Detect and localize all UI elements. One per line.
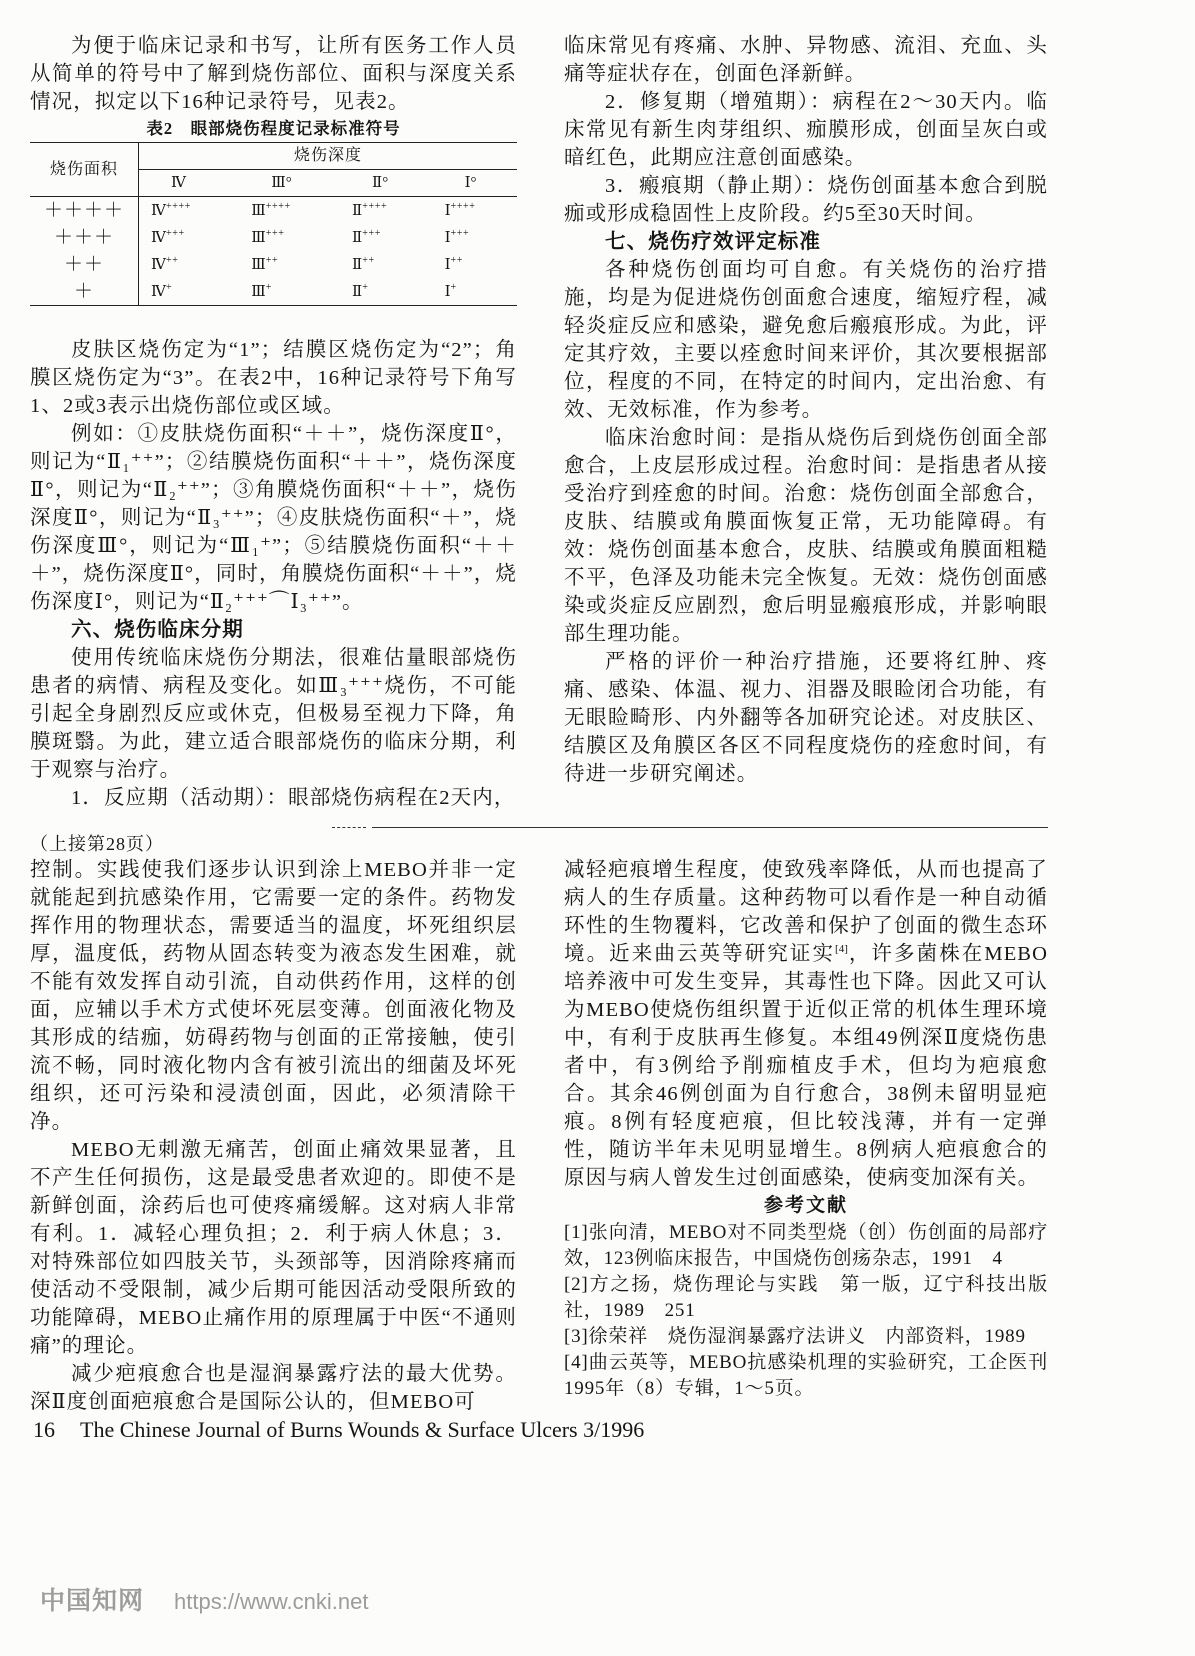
symbol-area: +++ <box>362 227 381 239</box>
record-symbol-cell <box>433 251 517 278</box>
symbol-area: ++ <box>450 254 464 266</box>
cnki-watermark <box>40 1585 368 1621</box>
record-symbol-cell <box>139 224 240 251</box>
table-row <box>30 197 517 225</box>
table-caption: 表2 眼部烧伤程度记录标准符号 <box>146 119 401 138</box>
record-symbol-cell <box>340 197 433 225</box>
symbol-depth: Ⅲ <box>251 229 266 246</box>
symbol-area: ++++ <box>450 200 476 212</box>
efficacy-paragraph: 各种烧伤创面均可自愈。有关烧伤的治疗措施，均是为促进烧伤创面愈合速度，缩短疗程，减轻炎症反应和感染，避免愈后瘢痕形成。为此，评定其疗效，主要以痊愈时间来评价，其次要根据部位，程度的不同，在特定的时间内，定出治愈、有效、无效标准，作为参考。 <box>564 259 1048 421</box>
record-symbol-cell <box>340 251 433 278</box>
table-row <box>30 224 517 251</box>
section-heading-7: 七、烧伤疗效评定标准 <box>605 231 821 253</box>
burn-record-symbol-table <box>30 142 517 306</box>
symbol-area: + <box>362 281 369 293</box>
record-symbol-cell <box>340 278 433 306</box>
record-symbol-cell <box>433 278 517 306</box>
burn-area-cell: ＋＋＋ <box>30 224 139 251</box>
symbol-area: ++++ <box>362 200 388 212</box>
depth-column-header: Ⅲ° <box>239 170 340 197</box>
record-symbol-cell <box>139 278 240 306</box>
burn-area-cell: ＋＋＋＋ <box>30 197 139 225</box>
symbol-depth: Ⅰ <box>444 256 451 273</box>
record-symbol-cell <box>239 224 340 251</box>
page-number: 16 <box>33 1417 55 1442</box>
continued-paragraph: 控制。实践使我们逐步认识到涂上MEBO并非一定就能起到抗感染作用，它需要一定的条件。药物发挥作用的物理状态，需要适当的温度，坏死组织层厚，温度低，药物从固态转变为液态发生困难，就不能有效发挥自动引流，自动供药作用，这样的创面，应辅以手术方式使坏死层变薄。创面液化物及其形成的结痂，妨碍药物与创面的正常接触，使引流不畅，同时液化物内含有被引流出的细菌及坏死组织，还可污染和浸渍创面，因此，必须清除干净。 <box>30 859 517 1133</box>
depth-column-header: Ⅰ° <box>433 170 517 197</box>
record-symbol-cell <box>239 251 340 278</box>
symbol-depth: Ⅲ <box>251 283 266 300</box>
references-heading: 参考文献 <box>763 1195 848 1216</box>
symbol-depth: Ⅳ <box>151 283 166 300</box>
zones-paragraph: 皮肤区烧伤定为“1”；结膜区烧伤定为“2”；角膜区烧伤定为“3”。在表2中，16种记录符号下角写1、2或3表示出烧伤部位或区域。 <box>30 339 517 417</box>
table-body <box>30 197 517 306</box>
depth-column-header: Ⅳ <box>139 170 240 197</box>
symbol-depth: Ⅱ <box>352 229 363 246</box>
record-symbol-cell <box>340 224 433 251</box>
symbol-depth: Ⅰ <box>444 283 451 300</box>
symbol-depth: Ⅲ <box>251 202 266 219</box>
symbol-depth: Ⅰ <box>444 202 451 219</box>
record-symbol-cell <box>139 197 240 225</box>
stage-2-paragraph: 2．修复期（增殖期）：病程在2～30天内。临床常见有新生肉芽组织、痂膜形成，创面呈灰白或暗红色，此期应注意创面感染。 <box>564 91 1048 169</box>
record-symbol-cell <box>139 251 240 278</box>
record-symbol-cell <box>433 224 517 251</box>
reference-item: [4]曲云英等，MEBO抗感染机理的实验研究，工企医刊1995年（8）专辑，1～5页。 <box>564 1352 1048 1399</box>
table-row <box>30 278 517 306</box>
record-symbol-cell <box>239 278 340 306</box>
examples-paragraph: 例如：①皮肤烧伤面积“＋＋”，烧伤深度Ⅱ°，则记为“Ⅱ₁⁺⁺”；②结膜烧伤面积“＋＋”，烧伤深度Ⅱ°，则记为“Ⅱ₂⁺⁺”；③角膜烧伤面积“＋＋”，烧伤深度Ⅱ°，则记为“Ⅱ₃⁺⁺”；④皮肤烧伤面积“＋”，烧伤深度Ⅲ°，则记为“Ⅲ₁⁺”；⑤结膜烧伤面积“＋＋＋”，烧伤深度Ⅱ°，同时，角膜烧伤面积“＋＋”，烧伤深度Ⅰ°，则记为“Ⅱ₂⁺⁺⁺⌒Ⅰ₃⁺⁺”。 <box>30 423 517 613</box>
intro-paragraph: 为便于临床记录和书写，让所有医务工作人员从简单的符号中了解到烧伤部位、面积与深度关系情况，拟定以下16种记录符号，见表2。 <box>30 35 517 113</box>
paragraph-text: 减轻疤痕增生程度，使致残率降低，从而也提高了病人的生存质量。这种药物可以看作是一种自动循环性的生物覆料，它改善和保护了创面的微生态环境。近来曲云英等研究证实 <box>564 859 1048 965</box>
reference-item: [3]徐荣祥 烧伤湿润暴露疗法讲义 内部资料，1989 <box>564 1326 1026 1347</box>
symbol-area: +++ <box>265 227 285 239</box>
watermark-url: https://www.cnki.net <box>174 1589 369 1614</box>
symbol-depth: Ⅱ <box>352 283 363 300</box>
continued-from-note: （上接第28页） <box>30 834 164 854</box>
symbol-area: + <box>166 281 173 293</box>
paragraph-text: ，许多菌株在MEBO培养液中可发生变异，其毒性也下降。因此又可认为MEBO使烧伤组织置于近似正常的机体生理环境中，有利于皮肤再生修复。本组49例深Ⅱ度烧伤患者中，有3例给予削痂植皮手术，但均为疤痕愈合。其余46例创面为自行愈合，38例未留明显疤痕。8例有轻度疤痕，但比较浅薄，并有一定弹性，随访半年未见明显增生。8例病人疤痕愈合的原因与病人曾发生过创面感染，使病变加深有关。 <box>564 943 1048 1189</box>
stage-3-paragraph: 3．瘢痕期（静止期）：烧伤创面基本愈合到脱痂或形成稳固性上皮阶段。约5至30天时间。 <box>564 175 1048 225</box>
pain-relief-paragraph: MEBO无刺激无痛苦，创面止痛效果显著，且不产生任何损伤，这是最受患者欢迎的。即使不是新鲜创面，涂药后也可使疼痛缓解。这对病人非常有利。1．减轻心理负担；2．利于病人休息；3．对特殊部位如四肢关节，头颈部等，因消除疼痛而使活动不受限制，减少后期可能因活动受限所致的功能障碍，MEBO止痛作用的原理属于中医“不通则痛”的理论。 <box>30 1139 517 1357</box>
top-left-column <box>30 32 517 812</box>
staging-paragraph: 使用传统临床烧伤分期法，很难估量眼部烧伤患者的病情、病程及变化。如Ⅲ₃⁺⁺⁺烧伤，不可能引起全身剧烈反应或休克，但极易至视力下降，角膜斑翳。为此，建立适合眼部烧伤的临床分期，利于观察与治疗。 <box>30 647 517 781</box>
symbol-depth: Ⅲ <box>251 256 266 273</box>
definitions-paragraph: 临床治愈时间：是指从烧伤后到烧伤创面全部愈合，上皮层形成过程。治愈时间：是指患者从接受治疗到痊愈的时间。治愈：烧伤创面全部愈合，皮肤、结膜或角膜面恢复正常，无功能障碍。有效：烧伤创面基本愈合，皮肤、结膜或角膜面粗糙不平，色泽及功能未完全恢复。无效：烧伤创面感染或炎症反应剧烈，愈后明显瘢痕形成，并影响眼部生理功能。 <box>564 427 1048 645</box>
symbol-depth: Ⅰ <box>444 229 451 246</box>
top-right-column <box>564 32 1048 788</box>
symbol-depth: Ⅳ <box>151 229 166 246</box>
depth-column-header: Ⅱ° <box>340 170 433 197</box>
symbol-area: ++ <box>265 254 279 266</box>
scar-continuation-paragraph <box>564 856 1048 1192</box>
record-symbol-cell <box>433 197 517 225</box>
stage-1-paragraph: 1．反应期（活动期）：眼部烧伤病程在2天内， <box>71 787 516 809</box>
table-row <box>30 251 517 278</box>
section-divider <box>372 827 1048 828</box>
burn-area-cell: ＋＋ <box>30 251 139 278</box>
symbol-area: ++++ <box>166 200 191 212</box>
symbol-area: + <box>265 281 272 293</box>
bottom-left-column <box>30 856 517 1416</box>
burn-depth-header: 烧伤深度 <box>139 143 518 170</box>
symbol-depth: Ⅳ <box>151 202 166 219</box>
stage-1-continuation: 临床常见有疼痛、水肿、异物感、流泪、充血、头痛等症状存在，创面色泽新鲜。 <box>564 35 1048 85</box>
burn-area-header: 烧伤面积 <box>30 143 139 197</box>
section-heading-6: 六、烧伤临床分期 <box>71 619 244 641</box>
section-divider-dash <box>332 827 366 828</box>
table-header-row <box>30 143 517 170</box>
scar-paragraph: 减少疤痕愈合也是湿润暴露疗法的最大优势。深Ⅱ度创面疤痕愈合是国际公认的，但MEBO可 <box>30 1363 517 1413</box>
symbol-area: ++ <box>166 254 179 266</box>
symbol-area: +++ <box>166 227 185 239</box>
symbol-depth: Ⅱ <box>352 202 363 219</box>
symbol-area: ++ <box>362 254 375 266</box>
reference-item: [1]张向清，MEBO对不同类型烧（创）伤创面的局部疗效，123例临床报告，中国烧伤创疡杂志，1991 4 <box>564 1222 1048 1269</box>
symbol-area: +++ <box>450 227 470 239</box>
symbol-area: ++++ <box>265 200 291 212</box>
symbol-depth: Ⅳ <box>151 256 166 273</box>
bottom-right-column <box>564 856 1048 1402</box>
watermark-brand: 中国知网 <box>40 1586 145 1615</box>
symbol-area: + <box>450 281 457 293</box>
citation-marker: [4] <box>835 943 848 955</box>
evaluation-paragraph: 严格的评价一种治疗措施，还要将红肿、疼痛、感染、体温、视力、泪器及眼睑闭合功能，有无眼睑畸形、内外翻等各加研究论述。对皮肤区、结膜区及角膜区各区不同程度烧伤的痊愈时间，有待进一步研究阐述。 <box>564 651 1048 785</box>
journal-title: The Chinese Journal of Burns Wounds & Surface Ulcers 3/1996 <box>80 1417 645 1442</box>
burn-area-cell: ＋ <box>30 278 139 306</box>
record-symbol-cell <box>239 197 340 225</box>
references-list <box>564 1220 1048 1402</box>
reference-item: [2]方之扬，烧伤理论与实践 第一版，辽宁科技出版社，1989 251 <box>564 1274 1048 1321</box>
page-footer <box>33 1416 644 1444</box>
symbol-depth: Ⅱ <box>352 256 363 273</box>
